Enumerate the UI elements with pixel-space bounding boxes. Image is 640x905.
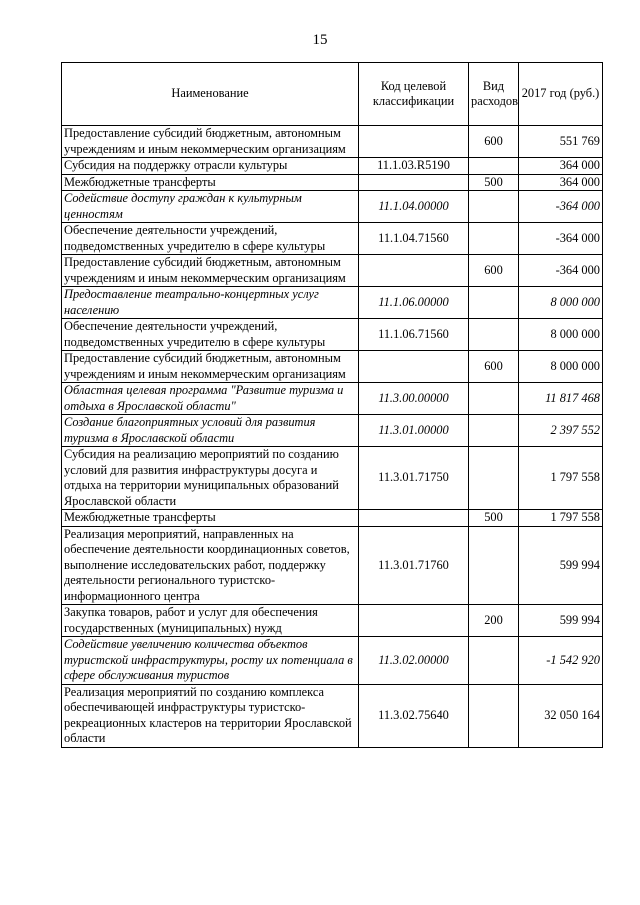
row-sum-cell: -364 000 (519, 255, 603, 287)
row-sum-cell: 11 817 468 (519, 383, 603, 415)
row-sum-cell: -364 000 (519, 191, 603, 223)
row-sum-cell: 8 000 000 (519, 351, 603, 383)
row-kind-cell (469, 287, 519, 319)
row-sum-cell: 8 000 000 (519, 287, 603, 319)
row-kind-cell (469, 191, 519, 223)
row-code-cell: 11.1.03.R5190 (359, 158, 469, 175)
row-name-cell: Областная целевая программа "Развитие туризма и отдыха в Ярославской области" (62, 383, 359, 415)
table-row (62, 637, 603, 685)
table-row (62, 158, 603, 175)
row-code-cell (359, 174, 469, 191)
row-code-cell: 11.1.04.00000 (359, 191, 469, 223)
row-sum-cell: -1 542 920 (519, 637, 603, 685)
row-code-cell: 11.1.04.71560 (359, 223, 469, 255)
table-row (62, 447, 603, 510)
table-row (62, 174, 603, 191)
header-sum: 2017 год (руб.) (519, 63, 603, 126)
row-code-cell: 11.3.01.71750 (359, 447, 469, 510)
row-sum-cell: 1 797 558 (519, 447, 603, 510)
table-row (62, 605, 603, 637)
row-kind-cell: 600 (469, 126, 519, 158)
row-code-cell: 11.1.06.71560 (359, 319, 469, 351)
row-name-cell: Обеспечение деятельности учреждений, подведомственных учредителю в сфере культуры (62, 223, 359, 255)
row-name-cell: Межбюджетные трансферты (62, 174, 359, 191)
row-name-cell: Предоставление субсидий бюджетным, автономным учреждениям и иным некоммерческим организациям (62, 351, 359, 383)
row-name-cell: Реализация мероприятий по созданию комплекса обеспечивающей инфраструктуры туристско-рекреационных кластеров на территории Ярославской области (62, 684, 359, 747)
table-row (62, 510, 603, 527)
row-kind-cell (469, 684, 519, 747)
row-name-cell: Предоставление субсидий бюджетным, автономным учреждениям и иным некоммерческим организациям (62, 255, 359, 287)
header-kind: Вид расходов (469, 63, 519, 126)
row-kind-cell: 500 (469, 510, 519, 527)
table-row (62, 351, 603, 383)
row-code-cell: 11.3.00.00000 (359, 383, 469, 415)
table-row (62, 415, 603, 447)
header-name: Наименование (62, 63, 359, 126)
row-name-cell: Обеспечение деятельности учреждений, подведомственных учредителю в сфере культуры (62, 319, 359, 351)
header-code: Код целевой классификации (359, 63, 469, 126)
table-row (62, 255, 603, 287)
row-code-cell: 11.3.01.00000 (359, 415, 469, 447)
row-kind-cell: 500 (469, 174, 519, 191)
row-code-cell (359, 126, 469, 158)
row-kind-cell (469, 447, 519, 510)
row-code-cell: 11.3.02.00000 (359, 637, 469, 685)
table-row (62, 319, 603, 351)
row-sum-cell: -364 000 (519, 223, 603, 255)
row-sum-cell: 364 000 (519, 174, 603, 191)
row-name-cell: Содействие увеличению количества объектов туристской инфраструктуры, росту их потенциала в сфере обслуживания туристов (62, 637, 359, 685)
row-sum-cell: 599 994 (519, 526, 603, 605)
row-code-cell (359, 510, 469, 527)
row-sum-cell: 364 000 (519, 158, 603, 175)
row-kind-cell (469, 223, 519, 255)
row-code-cell: 11.3.02.75640 (359, 684, 469, 747)
row-sum-cell: 32 050 164 (519, 684, 603, 747)
table-row (62, 223, 603, 255)
table-header-row (62, 63, 603, 126)
row-code-cell (359, 605, 469, 637)
row-sum-cell: 1 797 558 (519, 510, 603, 527)
table-row (62, 526, 603, 605)
row-name-cell: Субсидия на поддержку отрасли культуры (62, 158, 359, 175)
row-kind-cell (469, 383, 519, 415)
row-code-cell (359, 255, 469, 287)
row-name-cell: Межбюджетные трансферты (62, 510, 359, 527)
row-sum-cell: 599 994 (519, 605, 603, 637)
row-kind-cell (469, 637, 519, 685)
table-row (62, 191, 603, 223)
row-name-cell: Создание благоприятных условий для развития туризма в Ярославской области (62, 415, 359, 447)
table-row (62, 126, 603, 158)
row-sum-cell: 2 397 552 (519, 415, 603, 447)
row-kind-cell: 600 (469, 255, 519, 287)
row-code-cell (359, 351, 469, 383)
table-row (62, 287, 603, 319)
row-name-cell: Содействие доступу граждан к культурным ценностям (62, 191, 359, 223)
row-code-cell: 11.3.01.71760 (359, 526, 469, 605)
row-name-cell: Предоставление субсидий бюджетным, автономным учреждениям и иным некоммерческим организациям (62, 126, 359, 158)
table-row (62, 383, 603, 415)
row-kind-cell (469, 415, 519, 447)
row-sum-cell: 551 769 (519, 126, 603, 158)
row-sum-cell: 8 000 000 (519, 319, 603, 351)
row-name-cell: Реализация мероприятий, направленных на обеспечение деятельности координационных советов, выполнение исследовательских работ, поддержку деятельности регионального туристско-информационного центра (62, 526, 359, 605)
row-kind-cell (469, 158, 519, 175)
row-kind-cell: 200 (469, 605, 519, 637)
row-kind-cell (469, 526, 519, 605)
page-number: 15 (312, 32, 328, 48)
row-kind-cell: 600 (469, 351, 519, 383)
row-name-cell: Субсидия на реализацию мероприятий по созданию условий для развития инфраструктуры досуга и отдыха на территории муниципальных образований Ярославской области (62, 447, 359, 510)
table-row (62, 684, 603, 747)
row-kind-cell (469, 319, 519, 351)
row-code-cell: 11.1.06.00000 (359, 287, 469, 319)
row-name-cell: Закупка товаров, работ и услуг для обеспечения государственных (муниципальных) нужд (62, 605, 359, 637)
budget-table (61, 62, 603, 748)
row-name-cell: Предоставление театрально-концертных услуг населению (62, 287, 359, 319)
